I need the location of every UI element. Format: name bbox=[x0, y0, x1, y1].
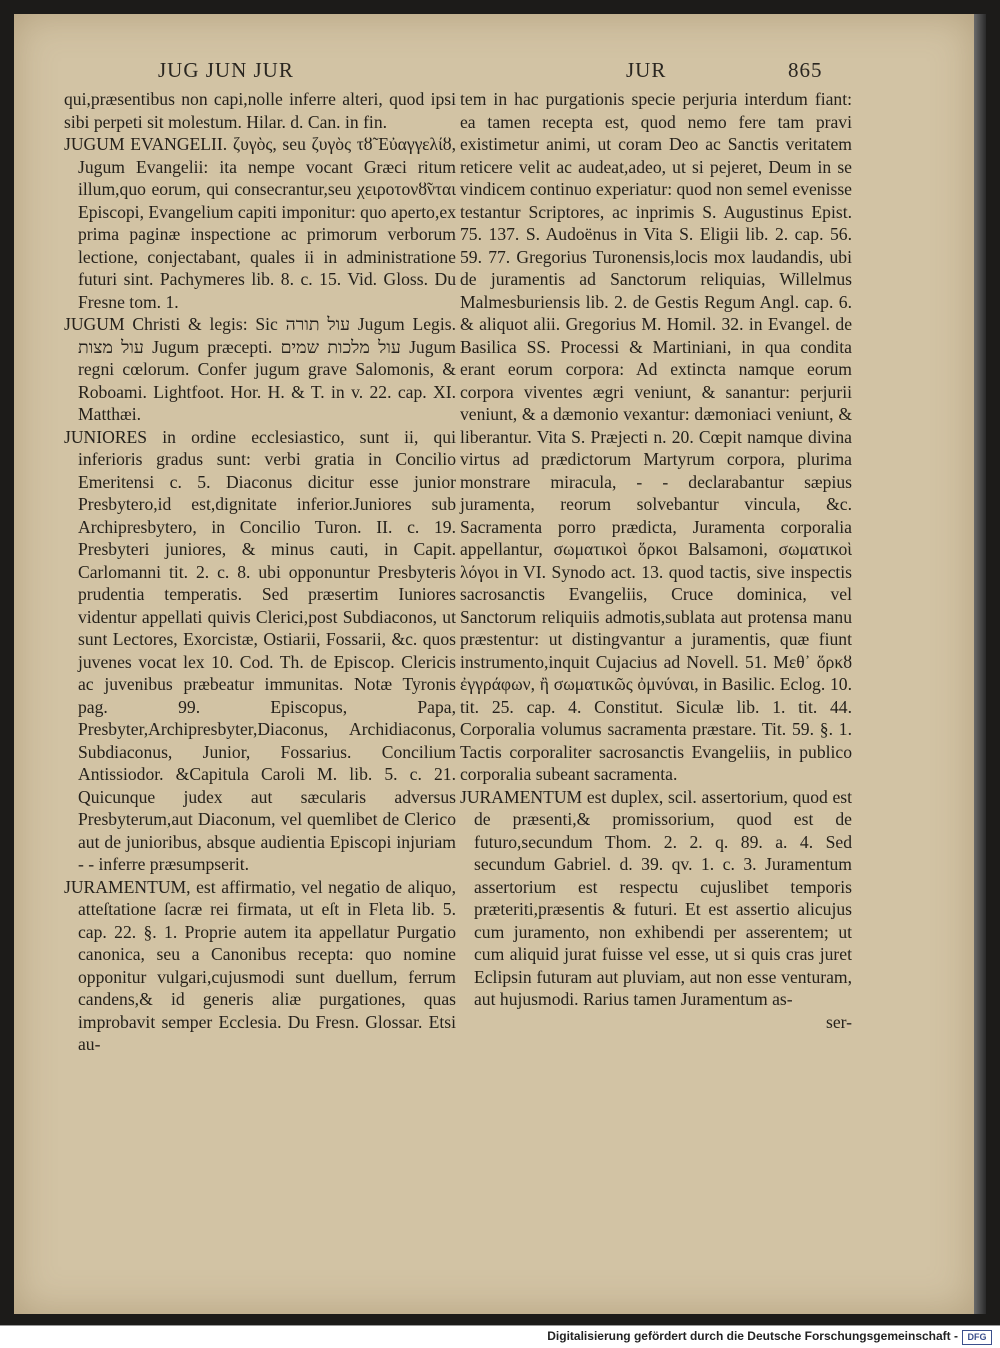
dfg-logo: DFG bbox=[962, 1330, 992, 1345]
footer-credit: Digitalisierung gefördert durch die Deutsche Forschungsgemeinschaft - bbox=[547, 1329, 958, 1343]
right-column bbox=[460, 88, 852, 1033]
digitization-footer bbox=[0, 1325, 1000, 1348]
entry-juramentum: JURAMENTUM, est affirmatio, vel negatio de aliquo, atteſtatione ſacræ rei firmata, ut eſt in Fleta lib. 5. cap. 22. §. 1. Proprie autem ita appellatur Purgatio canonica, seu a Canonibus recepta: quo nomine opponitur vulgari,cujusmodi sunt duellum, ferrum candens,& id generis aliæ purgationes, quas improbavit semper Ecclesia. Du Fresn. Glossar. Etsi au- bbox=[64, 876, 456, 1054]
catchword: ser- bbox=[825, 1011, 852, 1032]
entry-jugum-evangelii: JUGUM EVANGELII. ζυγὸς, seu ζυγὸς τȣ̃ Εὐαγγελίȣ, Jugum Evangelii: ita nempe vocant Græci ritum illum,quo eorum, qui consecrantur,seu χειροτονȣ̃νται Episcopi, Evangelium capiti imponitur: quo aperto,ex prima paginæ inspectione ac primorum verborum lectione, conjectabant, quales ii in administratione futuri sint. Pachymeres lib. 8. c. 15. Vid. Gloss. Du Fresne tom. 1. bbox=[64, 134, 456, 312]
entry-continuation: qui,præsentibus non capi,nolle inferre alteri, quod ipsi sibi perpeti sit molestum. Hilar. d. Can. in fin. bbox=[64, 89, 456, 132]
page-edge bbox=[974, 14, 986, 1314]
entry-jugum-christi: JUGUM Christi & legis: Sic עול תורה Jugum Legis. עול מצות Jugum præcepti. עול מלכות שמים Jugum regni cœlorum. Confer jugum grave Salomonis, & Roboami. Lightfoot. Hor. H. & T. in v. 22. cap. XI. Matthæi. bbox=[64, 314, 456, 424]
entry-juramentum-continued: tem in hac purgationis specie perjuria interdum fiant: ea tamen recepta est, quod nemo fere tam pravi existimetur animi, ut coram Deo ac Sanctis veritatem reticere velit ac audeat,adeo, ut si pejeret, Deum in se vindicem continuo experiatur: quod non semel evenisse testantur Scriptores, ac inprimis S. Augustinus Epist. 75. 137. S. Audoënus in Vita S. Eligii lib. 2. cap. 56. 59. 77. Gregorius Turonensis,locis mox laudandis, ubi de juramentis ad Sanctorum reliquias, Willelmus Malmesburiensis lib. 2. de Gestis Regum Angl. cap. 6. & aliquot alii. Gregorius M. Homil. 32. in Evangel. de Basilica SS. Processi & Martiniani, in qua condita erant eorum corpora: Ad extincta namque eorum corpora viventes ægri veniunt, & sanantur: perjurii veniunt, & a dæmonio vexantur: dæmoniaci veniunt, & liberantur. Vita S. Præjecti n. 20. Cœpit namque divina virtus ad prædictorum Martyrum corpora, plurima monstrare miracula, - - declarabantur sæpius juramenta, reorum solvebantur vincula, &c. Sacramenta porro prædicta, Juramenta corporalia appellantur, σωματικοὶ ὅρκοι Balsamoni, σωματικοὶ λόγοι in VI. Synodo act. 13. quod tactis, sive inspectis sacrosanctis Evangeliis, Cruce dominica, vel Sanctorum reliquiis admotis,sublata aut protensa manu præstentur: ut distingvantur a juramentis, quæ fiunt instrumento,inquit Cujacius ad Novell. 51. Μεθ᾽ ὅρκȣ ἐγγράφων, ἢ σωματικῶς ὀμνύναι, in Basilic. Eclog. 10. tit. 25. cap. 4. Constitut. Siculæ lib. 1. tit. 44. Corporalia volumus sacramenta præstare. Tit. 59. §. 1. Tactis corporaliter sacrosanctis Evangeliis, in publico corporalia subeant sacramenta. bbox=[460, 89, 852, 784]
left-column bbox=[64, 88, 456, 1056]
entry-juramentum-duplex: JURAMENTUM est duplex, scil. assertorium, quod est de præsenti,& promissorium, quod est de futuro,secundum Thom. 2. 2. q. 89. a. 4. Sed secundum Gabriel. d. 39. qv. 1. c. 3. Juramentum assertorium est respectu cujuslibet temporis præteriti,præsentis & futuri. Et est assertio alicujus cum juramento, non exhibendi per asserentem; ut cum aliquid jurat fuisse vel esse, ut si quis cras juret Eclipsin futuram aut pluviam, aut non esse venturam, aut hujusmodi. Rarius tamen Juramentum as- bbox=[460, 786, 852, 1009]
running-head-left: JUG JUN JUR bbox=[158, 58, 294, 82]
entry-juniores: JUNIORES in ordine ecclesiastico, sunt ii, qui inferioris gradus sunt: verbi gratia in Concilio Emeritensi c. 5. Diaconus dicitur esse junior Presbytero,id est,dignitate inferior.Juniores sub Archipresbytero, in Concilio Turon. II. c. 19. Presbyteri juniores, & minus cauti, in Capit. Carlomanni tit. 2. c. 8. ubi opponuntur Presbyteris prudentia temperatis. Sed præsertim Iuniores videntur appellati quivis Clerici,post Subdiaconos, ut sunt Lectores, Exorcistæ, Ostiarii, Fossarii, &c. quos juvenes vocat lex 10. Cod. Th. de Episcop. Clericis ac juvenibus præbeatur immunitas. Notæ Tyronis pag. 99. Episcopus, Papa, Presbyter,Archipresbyter,Diaconus, Archidiaconus, Subdiaconus, Junior, Fossarius. Concilium Antissiodor. &Capitula Caroli M. lib. 5. c. 21. Quicunque judex aut sæcularis adversus Presbyterum,aut Diaconum, vel quemlibet de Clerico aut de junioribus, absque audientia Episcopi injuriam - - inferre præsumpserit. bbox=[64, 426, 456, 874]
running-head-right: JUR bbox=[626, 58, 667, 82]
page-number: 865 bbox=[788, 58, 823, 82]
